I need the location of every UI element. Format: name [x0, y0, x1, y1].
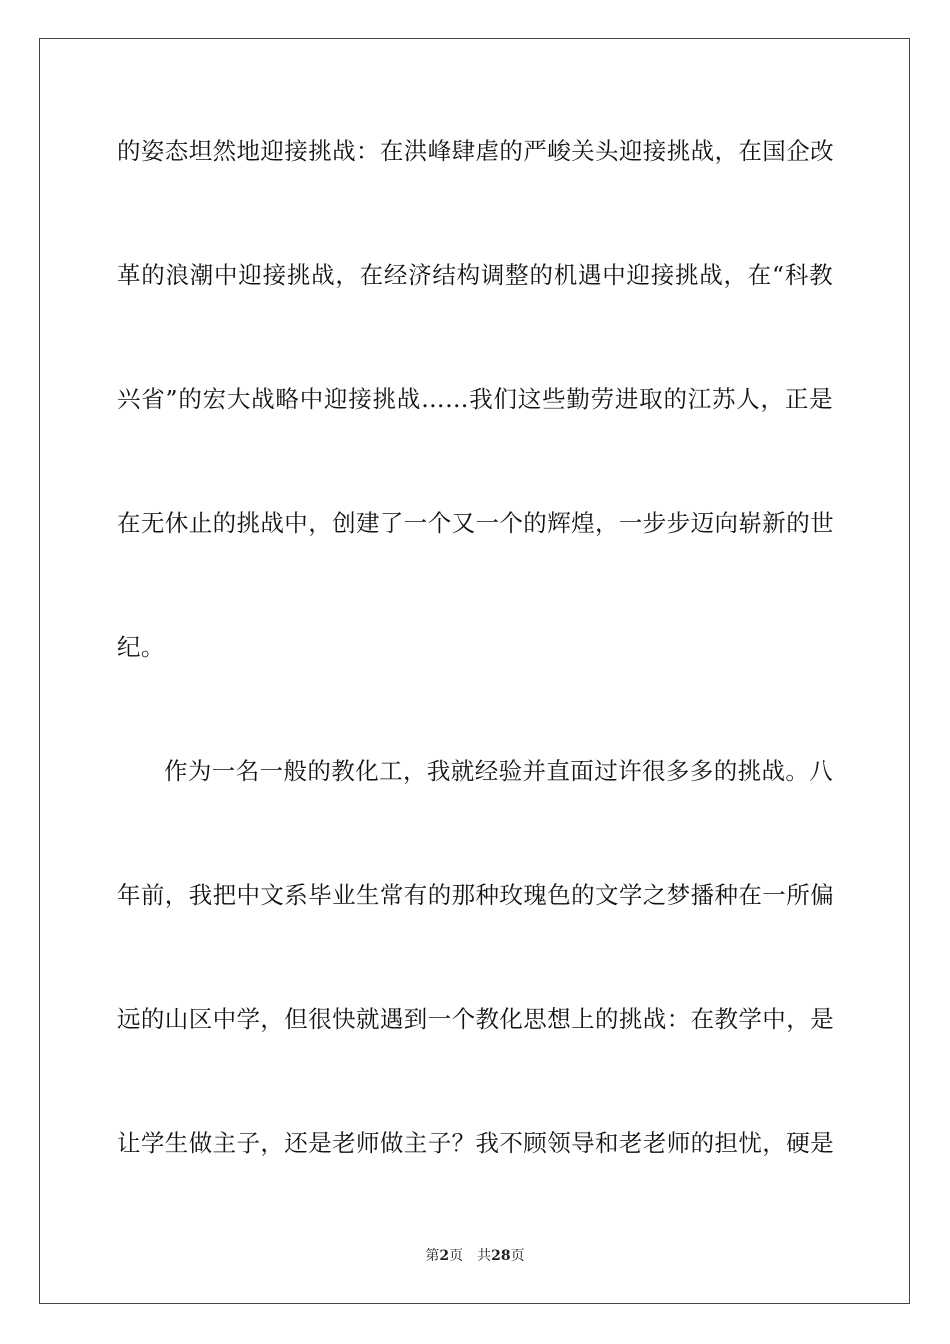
total-prefix: 共: [477, 1248, 492, 1264]
text-line-6-paragraph-start: 作为一名一般的教化工，我就经验并直面过许很多多的挑战。八: [164, 757, 834, 785]
text-line-1: 的姿态坦然地迎接挑战：在洪峰肆虐的严峻关头迎接挑战，在国企改: [117, 137, 834, 165]
page-suffix: 页: [449, 1248, 464, 1264]
total-pages: 28: [491, 1248, 511, 1264]
total-suffix: 页: [510, 1248, 525, 1264]
page-prefix: 第: [425, 1248, 440, 1264]
text-line-7: 年前，我把中文系毕业生常有的那种玫瑰色的文学之梦播种在一所偏: [117, 881, 834, 909]
page-footer: [0, 1247, 950, 1265]
text-line-3: 兴省”的宏大战略中迎接挑战……我们这些勤劳进取的江苏人，正是: [117, 385, 833, 413]
text-line-8: 远的山区中学，但很快就遇到一个教化思想上的挑战：在教学中，是: [117, 1005, 834, 1033]
page-number: 2: [439, 1248, 450, 1264]
page-border: [39, 38, 910, 1304]
text-line-4: 在无休止的挑战中，创建了一个又一个的辉煌，一步步迈向崭新的世: [117, 509, 834, 537]
text-line-9: 让学生做主子，还是老师做主子？我不顾领导和老老师的担忧，硬是: [117, 1129, 834, 1157]
text-line-5: 纪。: [117, 633, 165, 661]
text-line-2: 革的浪潮中迎接挑战，在经济结构调整的机遇中迎接挑战，在“科教: [117, 261, 833, 289]
